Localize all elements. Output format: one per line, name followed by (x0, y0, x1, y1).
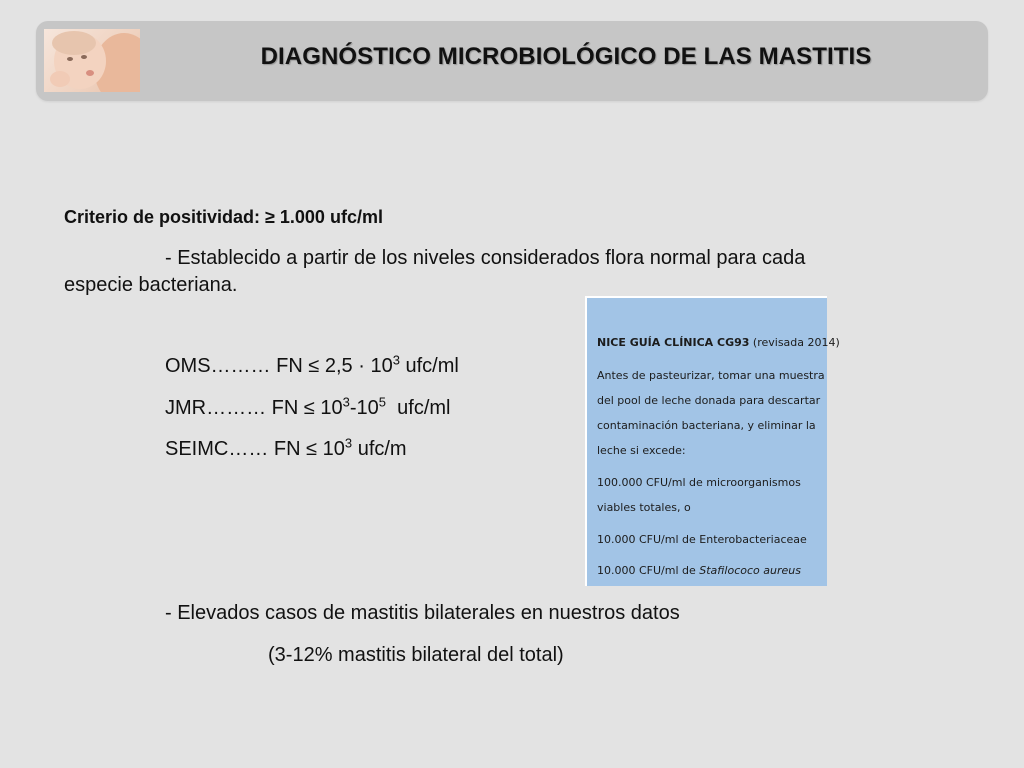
jmr-prefix: JMR……… FN ≤ 10 (165, 397, 343, 419)
nice-line-6: viables totales, o (597, 501, 691, 514)
nice-guideline-box (585, 296, 840, 586)
nice-line-8 (597, 564, 801, 577)
criterio-positividad: Criterio de positividad: ≥ 1.000 ufc/ml (64, 207, 383, 227)
nice-line-1: Antes de pasteurizar, tomar una muestra (597, 369, 825, 382)
baby-photo (44, 29, 140, 92)
nice-line-3: contaminación bacteriana, y eliminar la (597, 419, 816, 432)
seimc-criterion (165, 436, 407, 462)
nice-box-title (597, 336, 840, 349)
nice-last-prefix: 10.000 CFU/ml de (597, 564, 700, 577)
establecido-line-1: - Establecido a partir de los niveles considerados flora normal para cada (165, 247, 806, 269)
jmr-exponent-2: 5 (378, 394, 387, 410)
nice-line-2: del pool de leche donada para descartar (597, 394, 821, 407)
nice-line-4: leche si excede: (597, 444, 686, 457)
porcentaje-bilateral: (3-12% mastitis bilateral del total) (268, 644, 564, 666)
baby-breastfeeding-icon (44, 29, 140, 92)
nice-line-7: 10.000 CFU/ml de Enterobacteriaceae (597, 533, 807, 546)
oms-criterion (165, 353, 459, 379)
jmr-criterion (165, 395, 450, 421)
nice-line-5: 100.000 CFU/ml de microorganismos (597, 476, 801, 489)
jmr-suffix: ufc/ml (386, 397, 451, 419)
establecido-line-2: especie bacteriana. (64, 274, 238, 296)
nice-last-italic: Stafilococo aureus (699, 564, 801, 577)
nice-title-bold: NICE GUÍA CLÍNICA CG93 (597, 336, 750, 349)
nice-title-normal: (revisada 2014) (749, 336, 840, 349)
seimc-prefix: SEIMC…… FN ≤ 10 (165, 438, 345, 460)
oms-exponent: 3 (392, 352, 400, 368)
page-title: DIAGNÓSTICO MICROBIOLÓGICO DE LAS MASTITIS (260, 43, 872, 70)
oms-suffix: ufc/ml (399, 355, 459, 377)
jmr-mid: -10 (349, 397, 379, 419)
elevados-casos: - Elevados casos de mastitis bilaterales en nuestros datos (165, 602, 680, 624)
oms-prefix: OMS……… FN ≤ 2,5 · 10 (165, 355, 393, 377)
seimc-exponent: 3 (344, 435, 353, 451)
seimc-suffix: ufc/m (352, 438, 407, 460)
header-bar (36, 21, 988, 101)
jmr-exponent-1: 3 (342, 394, 350, 410)
